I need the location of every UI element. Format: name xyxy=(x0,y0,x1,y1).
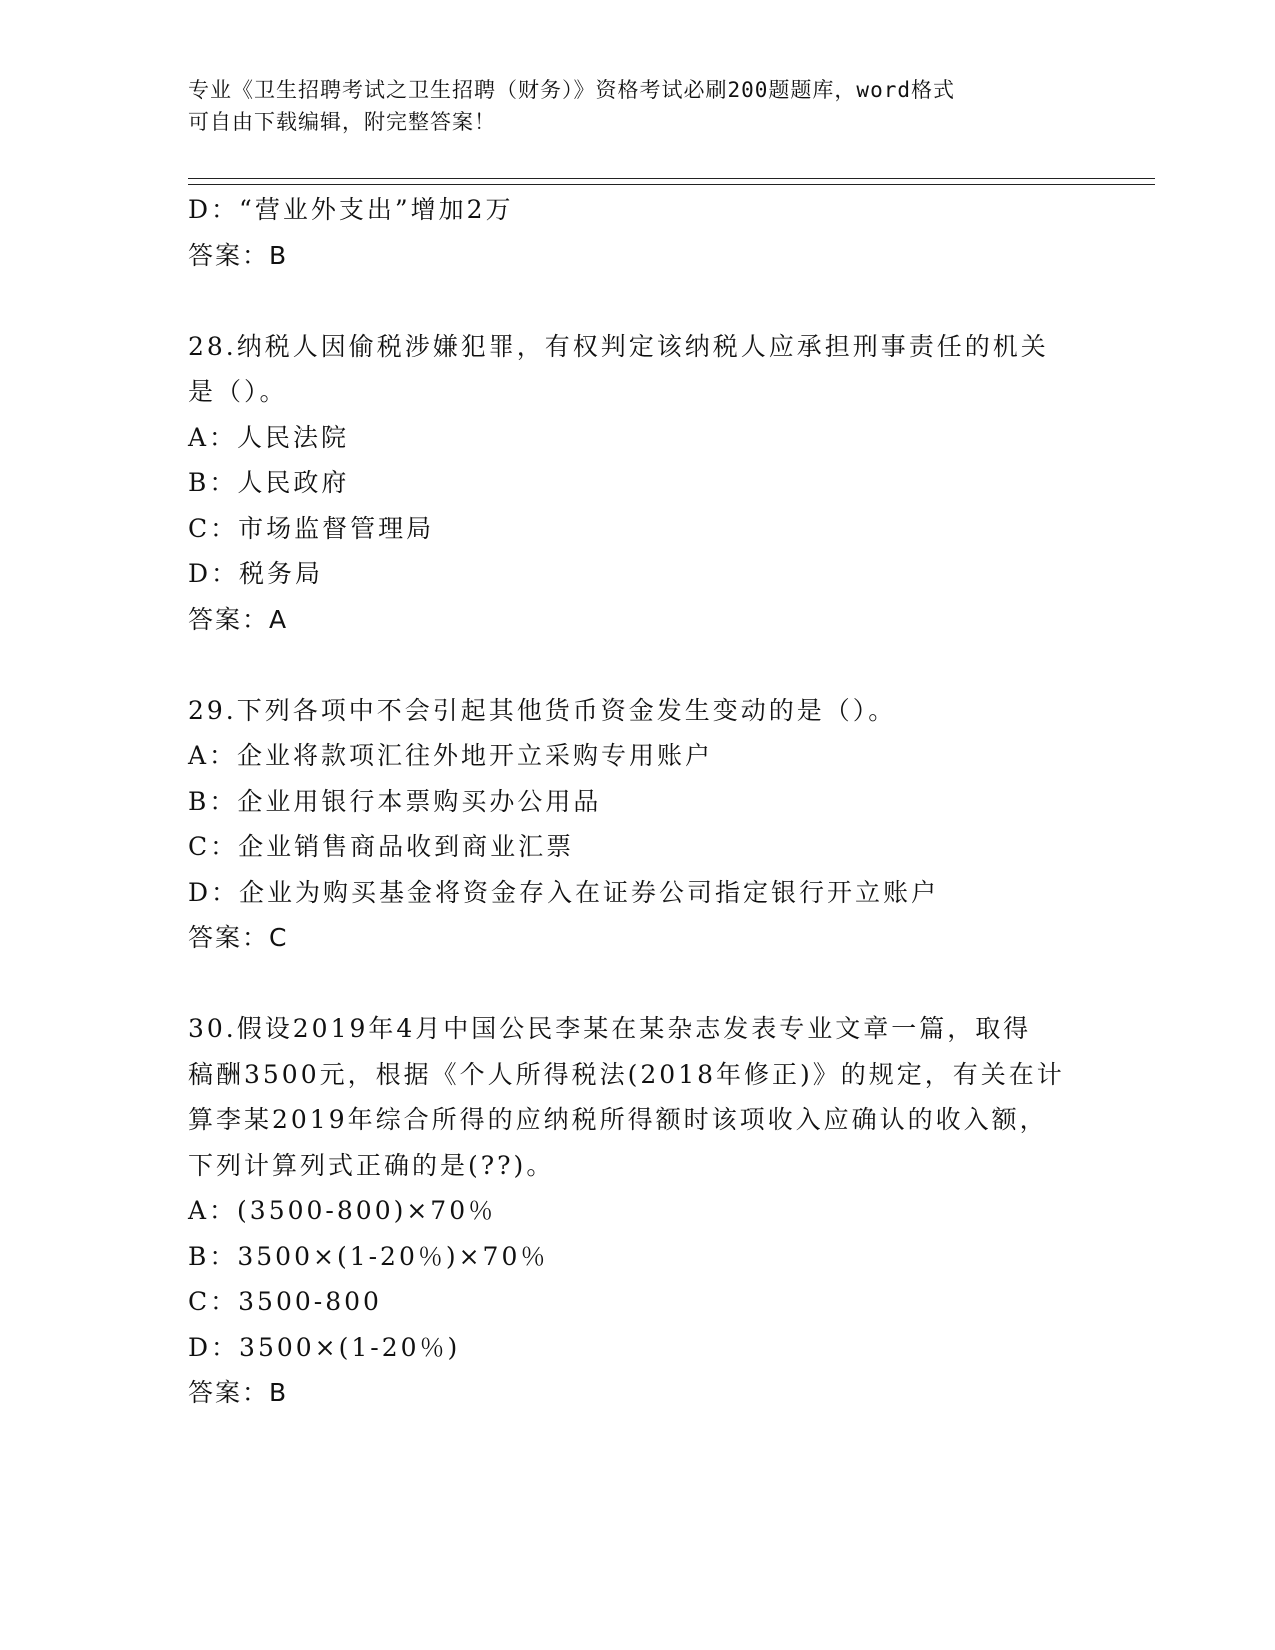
option-c: C：企业销售商品收到商业汇票 xyxy=(188,832,575,861)
answer-line: 答案：A xyxy=(188,604,289,634)
answer-line: 答案：B xyxy=(188,1378,289,1407)
question-28 xyxy=(188,324,1088,643)
question-stem: 下列计算列式正确的是(??)。 xyxy=(188,1150,555,1180)
header-divider-top xyxy=(188,178,1155,179)
option-d: D：“营业外支出”增加2万 xyxy=(188,195,514,224)
answer-line: 答案：B xyxy=(188,240,289,270)
option-a: A：(3500-800)×70％ xyxy=(188,1196,497,1225)
question-stem: 29.下列各项中不会引起其他货币资金发生变动的是（）。 xyxy=(188,695,897,725)
spacer xyxy=(188,642,1088,688)
answer-line: 答案：C xyxy=(188,923,289,952)
question-stem: 是（）。 xyxy=(188,377,288,406)
spacer xyxy=(188,961,1088,1007)
option-b: B：3500×(1-20％)×70％ xyxy=(188,1241,549,1271)
option-d: D：3500×(1-20％) xyxy=(188,1332,461,1362)
question-29 xyxy=(188,688,1088,961)
question-stem: 28.纳税人因偷税涉嫌犯罪，有权判定该纳税人应承担刑事责任的机关 xyxy=(188,331,1049,361)
option-c: C：3500-800 xyxy=(188,1287,382,1316)
option-b: B：人民政府 xyxy=(188,468,350,497)
option-d: D：企业为购买基金将资金存入在证券公司指定银行开立账户 xyxy=(188,877,940,907)
page-header xyxy=(188,74,1068,138)
question-stem: 稿酬3500元，根据《个人所得税法(2018年修正)》的规定，有关在计 xyxy=(188,1059,1065,1089)
question-27-tail xyxy=(188,187,1088,278)
option-d: D：税务局 xyxy=(188,559,324,588)
question-stem: 算李某2019年综合所得的应纳税所得额时该项收入应确认的收入额， xyxy=(188,1105,1048,1134)
header-line: 可自由下载编辑，附完整答案！ xyxy=(188,110,496,134)
option-b: B：企业用银行本票购买办公用品 xyxy=(188,786,602,816)
question-stem: 30.假设2019年4月中国公民李某在某杂志发表专业文章一篇，取得 xyxy=(188,1014,1032,1043)
header-line: 专业《卫生招聘考试之卫生招聘（财务）》资格考试必刷200题题库，word格式 xyxy=(188,78,955,102)
question-30 xyxy=(188,1006,1088,1416)
option-a: A：企业将款项汇往外地开立采购专用账户 xyxy=(188,741,714,770)
spacer xyxy=(188,278,1088,324)
option-a: A：人民法院 xyxy=(188,422,350,452)
header-divider-bottom xyxy=(188,184,1155,185)
option-c: C：市场监督管理局 xyxy=(188,513,435,543)
question-list xyxy=(188,187,1088,1416)
